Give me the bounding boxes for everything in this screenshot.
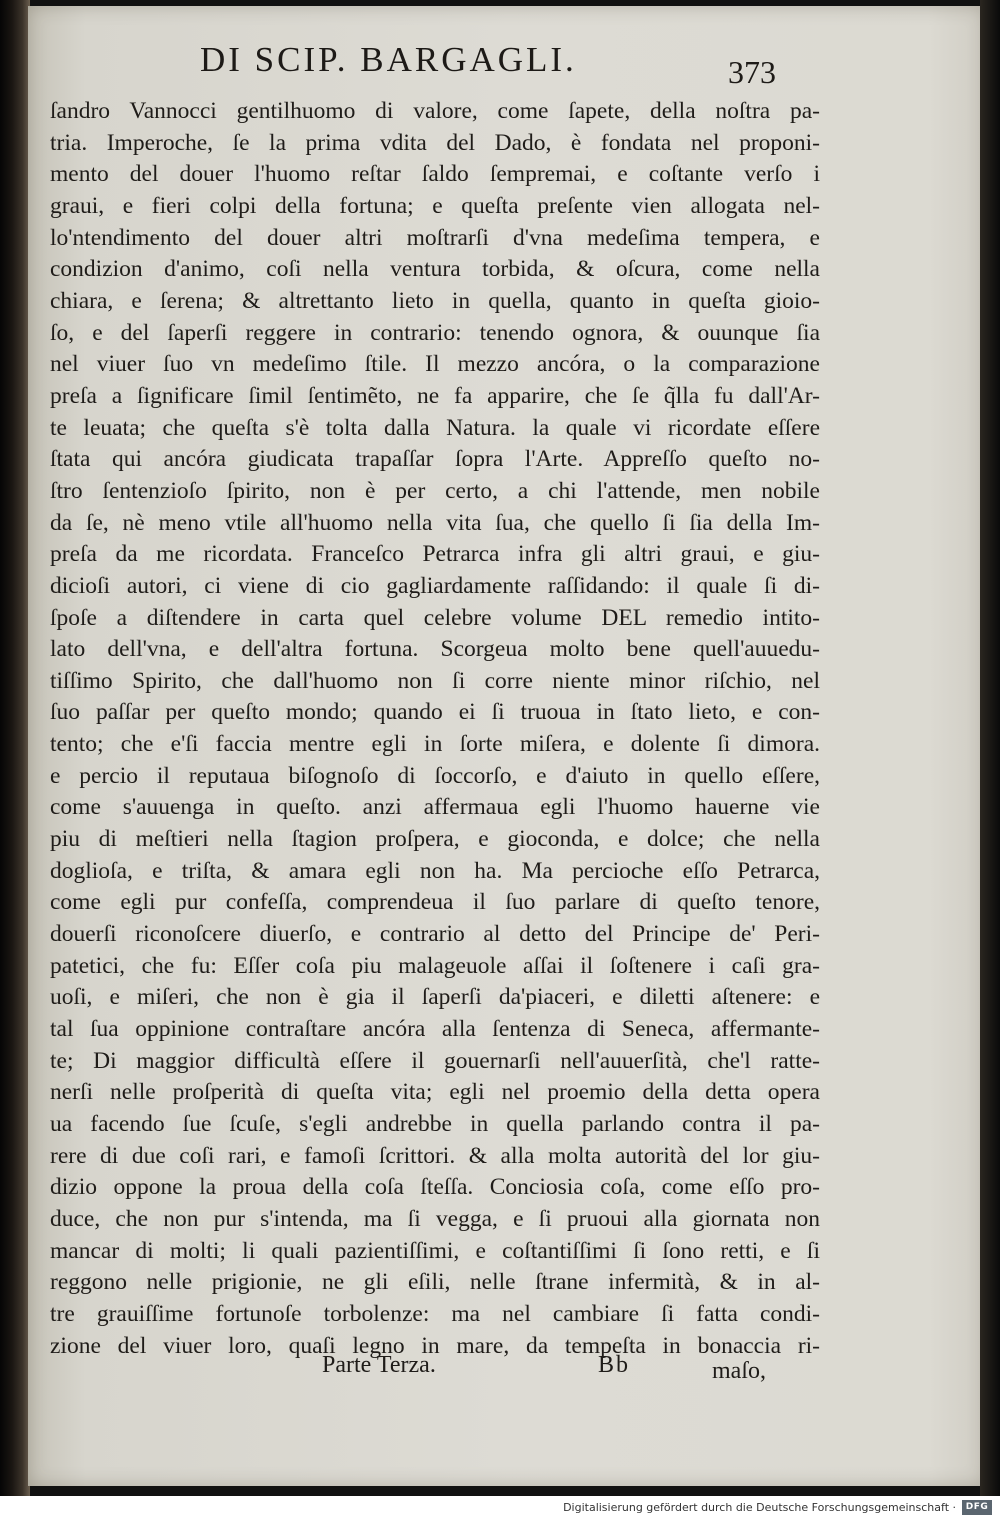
text-line: tre grauiſſime fortunoſe torbolenze: ma nel cambiare ſi fatta condi- bbox=[50, 1300, 820, 1327]
text-line: nerſi nelle proſperità di queſta vita; egli nel proemio della detta opera bbox=[50, 1079, 820, 1106]
text-line: chiara, e ſerena; & altrettanto lieto in quella, quanto in queſta gioio- bbox=[50, 287, 820, 314]
text-line: te leuata; che queſta s'è tolta dalla Natura. la quale vi ricordate eſſere bbox=[50, 414, 820, 441]
text-line: mento del douer l'huomo reſtar ſaldo ſempremai, e coſtante verſo i bbox=[50, 161, 820, 188]
credit-bar bbox=[0, 1496, 1000, 1520]
dfg-logo: DFG bbox=[962, 1500, 992, 1515]
text-line: graui, e fieri colpi della fortuna; e queſta preſente vien allogata nel- bbox=[50, 192, 820, 219]
text-line: come s'auuenga in queſto. anzi affermaua egli l'huomo hauerne vie bbox=[50, 794, 820, 821]
running-head: DI SCIP. BARGAGLI. bbox=[200, 40, 577, 79]
text-line: preſa a ſignificare ſimil ſentimẽto, ne fa apparire, che ſe q̃lla fu dall'Ar- bbox=[50, 382, 820, 409]
text-line: come egli pur confeſſa, comprendeua il ſuo parlare di queſto tenore, bbox=[50, 889, 820, 916]
text-line: ſo, e del ſaperſi reggere in contrario: tenendo ognora, & ouunque ſia bbox=[50, 319, 820, 346]
page-right-edge bbox=[980, 0, 1000, 1496]
book-binding-edge bbox=[0, 0, 30, 1496]
text-line: ua facendo ſue ſcuſe, s'egli andrebbe in quella parlando contra il pa- bbox=[50, 1111, 820, 1137]
text-line: mancar di molti; li quali pazientiſſimi, e coſtantiſſimi ſi ſono retti, e ſi bbox=[50, 1237, 820, 1264]
credit-text: Digitalisierung gefördert durch die Deutsche Forschungsgemeinschaft · bbox=[563, 1501, 956, 1514]
text-line: lo'ntendimento del douer altri moſtrarſi d'vna medeſima tempera, e bbox=[50, 224, 820, 251]
text-line: lato dell'vna, e dell'altra fortuna. Scorgeua molto bene quell'auuedu- bbox=[50, 636, 820, 663]
text-line: dizio oppone la proua della coſa ſteſſa. Conciosia coſa, come eſſo pro- bbox=[50, 1174, 820, 1201]
text-line: zione del viuer loro, quaſi legno in mare, da tempeſta in bonaccia ri- bbox=[50, 1332, 820, 1359]
text-line: doglioſa, e triſta, & amara egli non ha. Ma percioche eſſo Petrarca, bbox=[50, 857, 820, 884]
text-line: ſtata qui ancóra giudicata trapaſſar ſopra l'Arte. Appreſſo queſto no- bbox=[50, 446, 820, 473]
text-line: ſtro ſentenzioſo ſpirito, non è per certo, a chi l'attende, men nobile bbox=[50, 477, 820, 504]
text-line: tiſſimo Spirito, che dall'huomo non ſi corre niente minor riſchio, nel bbox=[50, 667, 820, 694]
text-line: tria. Imperoche, ſe la prima vdita del Dado, è fondata nel proponi- bbox=[50, 129, 820, 156]
text-line: condizion d'animo, coſi nella ventura torbida, & oſcura, come nella bbox=[50, 256, 820, 283]
text-line: e percio il reputaua biſognoſo di ſoccorſo, e d'aiuto in quello eſſere, bbox=[50, 762, 820, 789]
text-line: piu di meſtieri nella ſtagion proſpera, e gioconda, e dolce; che nella bbox=[50, 826, 820, 853]
text-line: tento; che e'ſi faccia mentre egli in ſorte miſera, e dolente ſi dimora. bbox=[50, 731, 820, 758]
text-line: dicioſi autori, ci viene di cio gagliardamente raſſidando: il quale ſi di- bbox=[50, 572, 820, 599]
text-line: ſandro Vannocci gentilhuomo di valore, come ſapete, della noſtra pa- bbox=[50, 98, 820, 124]
text-line: da ſe, nè meno vtile all'huomo nella vita ſua, che quello ſi ſia della Im- bbox=[50, 509, 820, 536]
text-line: duce, che non pur s'intenda, ma ſi vegga, e ſi pruoui alla giornata non bbox=[50, 1205, 820, 1232]
text-line: reggono nelle prigionie, ne gli eſili, nelle ſtrane infermità, & in al- bbox=[50, 1269, 820, 1296]
text-line: ſpoſe a diſtendere in carta quel celebre volume DEL remedio intito- bbox=[50, 604, 820, 631]
text-line: te; Di maggior difficultà eſſere il gouernarſi nell'auuerſità, che'l ratte- bbox=[50, 1047, 820, 1074]
body-text bbox=[50, 96, 820, 1362]
text-line: rere di due coſi rari, e famoſi ſcrittori. & alla molta autorità del lor giu- bbox=[50, 1142, 820, 1169]
text-line: tal ſua oppinione contraſtare ancóra alla ſentenza di Seneca, affermante- bbox=[50, 1016, 820, 1043]
footer-signature-mark: Bb bbox=[598, 1352, 631, 1378]
footer-part-label: Parte Terza. bbox=[322, 1352, 436, 1378]
text-line: nel viuer ſuo vn medeſimo ſtile. Il mezzo ancóra, o la comparazione bbox=[50, 351, 820, 378]
text-line: patetici, che fu: Eſſer coſa piu malageuole aſſai il ſoſtenere i caſi gra- bbox=[50, 952, 820, 979]
footer-catchword: maſo, bbox=[712, 1358, 766, 1384]
text-line: ſuo paſſar per queſto mondo; quando ei ſi truoua in ſtato lieto, e con- bbox=[50, 699, 820, 726]
page-number: 373 bbox=[728, 54, 776, 90]
text-line: uoſi, e miſeri, che non è gia il ſaperſi da'piaceri, e diletti aſtenere: e bbox=[50, 984, 820, 1011]
text-line: douerſi riconoſcere diuerſo, e contrario al detto del Principe de' Peri- bbox=[50, 921, 820, 948]
text-line: preſa da me ricordata. Franceſco Petrarca infra gli altri graui, e giu- bbox=[50, 541, 820, 568]
